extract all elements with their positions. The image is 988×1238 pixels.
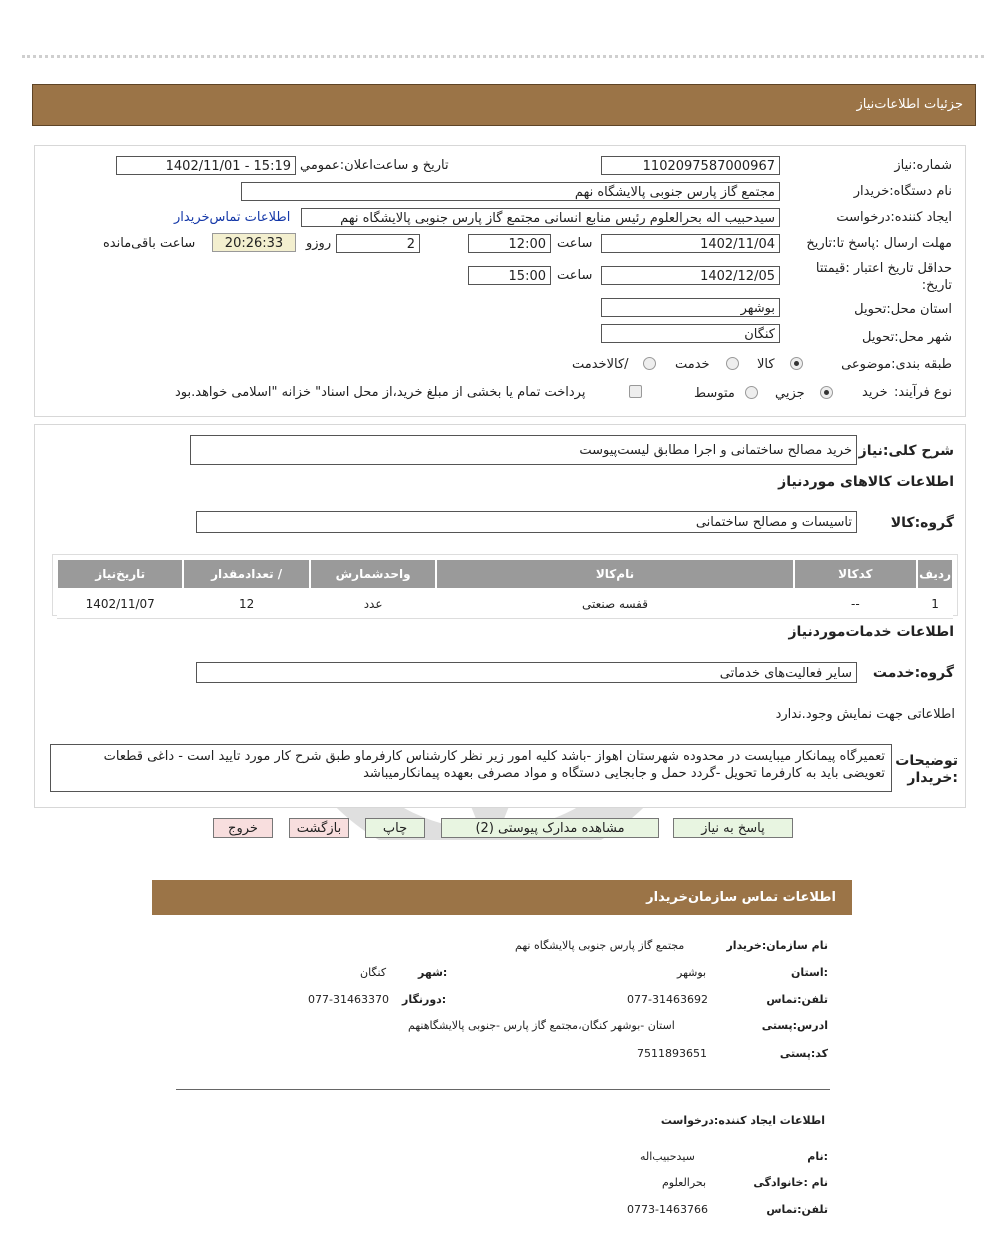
city-label: شهر محل:تحویل bbox=[862, 330, 952, 345]
contact-org-label: نام سازمان:خریدار bbox=[726, 939, 828, 952]
contact-header-title: اطلاعات تماس سازمان‌خریدار bbox=[646, 890, 836, 905]
summary-label: شرح کلی:نیاز bbox=[858, 443, 954, 459]
goods-group-label: گروه:کالا bbox=[890, 515, 954, 531]
creator-family-value: بحرالعلوم bbox=[662, 1176, 707, 1189]
page-header-bar bbox=[32, 84, 976, 126]
contact-org-value: مجتمع گاز پارس جنوبی پالایشگاه نهم bbox=[515, 939, 685, 952]
contact-province-label: :استان bbox=[791, 966, 828, 979]
buyer-org-field: مجتمع گاز پارس جنوبی پالایشگاه نهم bbox=[241, 182, 780, 201]
service-group-label: گروه:خدمت bbox=[872, 665, 954, 681]
process-option-medium: متوسط bbox=[694, 386, 735, 401]
page-header-title: جزئیات اطلاعات‌نیاز bbox=[856, 97, 963, 112]
payment-checkbox[interactable] bbox=[629, 385, 642, 398]
contact-city-label: :شهر bbox=[418, 966, 448, 979]
col-header-quantity: / تعدادمقدار bbox=[183, 559, 309, 589]
contact-province-value: بوشهر bbox=[677, 966, 707, 979]
payment-note: پرداخت تمام یا بخشی از مبلغ خرید،از محل اسناد" خزانه "اسلامی خواهد.بود bbox=[175, 385, 586, 400]
contact-fax-label: :دورنگار bbox=[402, 993, 447, 1006]
days-label: روزو bbox=[306, 236, 332, 251]
contact-postal-value: 7511893651 bbox=[637, 1047, 707, 1060]
table-row bbox=[57, 589, 953, 619]
creator-section-title: اطلاعات ایجاد کننده:درخواست bbox=[660, 1114, 825, 1127]
contact-header-bar bbox=[152, 880, 852, 915]
announce-field: 1402/11/01 - 15:19 bbox=[116, 156, 296, 175]
creator-phone-label: تلفن:تماس bbox=[766, 1203, 828, 1216]
creator-label: ایجاد کننده:درخواست bbox=[836, 210, 952, 225]
process-option-partial: جزیي bbox=[775, 386, 805, 401]
province-label: استان محل:تحویل bbox=[854, 302, 952, 317]
send-time-label: ساعت bbox=[557, 236, 593, 251]
cell-quantity: 12 bbox=[183, 589, 309, 619]
validity-time-field: 15:00 bbox=[468, 266, 551, 285]
buyer-contact-link[interactable]: اطلاعات تماس‌خریدار bbox=[174, 210, 291, 225]
contact-address-label: ادرس:پستی bbox=[761, 1019, 828, 1032]
buyer-notes-label: توضیحات :خریدار bbox=[895, 753, 958, 786]
days-field: 2 bbox=[336, 234, 420, 253]
cell-row-number: 1 bbox=[917, 589, 953, 619]
cell-unit: عدد bbox=[310, 589, 437, 619]
exit-button[interactable]: خروج bbox=[213, 818, 273, 838]
contact-phone-label: تلفن:تماس bbox=[766, 993, 828, 1006]
buyer-notes-line-2: تعویضی باید به کارفرما تحویل -گردد حمل و جابجایی دستگاه و مواد مصرفی بعهده پیمانکارمیباشد bbox=[363, 766, 885, 781]
remaining-time-field: 20:26:33 bbox=[212, 233, 296, 252]
services-section-title: اطلاعات خدمات‌موردنیاز bbox=[788, 624, 954, 640]
contact-fax-value: 077-31463370 bbox=[308, 993, 389, 1006]
cell-goods-name: قفسه صنعتی bbox=[436, 589, 793, 619]
process-type: خرید bbox=[862, 385, 888, 400]
province-field: بوشهر bbox=[601, 298, 780, 317]
category-radio-goods[interactable] bbox=[790, 357, 803, 370]
need-number-field: 1102097587000967 bbox=[601, 156, 780, 175]
send-date-field: 1402/11/04 bbox=[601, 234, 780, 253]
category-radio-goods-service[interactable] bbox=[643, 357, 656, 370]
process-radio-partial[interactable] bbox=[820, 386, 833, 399]
cell-goods-code: -- bbox=[794, 589, 918, 619]
process-label: نوع فرآیند: bbox=[894, 385, 952, 400]
remaining-time-label: ساعت باقی‌مانده bbox=[103, 236, 196, 251]
top-dotted-divider bbox=[22, 55, 984, 58]
validity-time-label: ساعت bbox=[557, 268, 593, 283]
goods-section-title: اطلاعات کالاهای موردنیاز bbox=[778, 474, 954, 490]
send-deadline-label: مهلت ارسال :پاسخ تا:تاریخ bbox=[806, 236, 952, 251]
reply-button[interactable]: پاسخ به نیاز bbox=[673, 818, 793, 838]
service-group-field: سایر فعالیت‌های خدماتی bbox=[196, 662, 857, 683]
attachments-button[interactable]: مشاهده مدارک پیوستی (2) bbox=[441, 818, 659, 838]
buyer-notes-field bbox=[50, 744, 892, 792]
goods-table bbox=[56, 558, 954, 619]
contact-divider bbox=[176, 1089, 830, 1090]
summary-field: خرید مصالح ساختمانی و اجرا مطابق لیست‌پیوست bbox=[190, 435, 857, 465]
buyer-org-label: نام دستگاه:خریدار bbox=[853, 184, 952, 199]
creator-family-label: نام :خانوادگی bbox=[753, 1176, 828, 1189]
city-field: کنگان bbox=[601, 324, 780, 343]
no-service-info: اطلاعاتی جهت نمایش وجود.ندارد bbox=[775, 707, 955, 722]
creator-name-value: سیدحبیب‌اله bbox=[640, 1150, 695, 1163]
buyer-notes-line-1: تعمیرگاه پیمانکار میبایست در محدوده شهرستان اهواز -باشد کلیه امور زیر نظر کارشناس کارفرماو طبق شرح کار مورد تایید است - داغی قطعات bbox=[103, 749, 885, 764]
validity-date-field: 1402/12/05 bbox=[601, 266, 780, 285]
contact-postal-label: کد:پستی bbox=[779, 1047, 828, 1060]
send-time-field: 12:00 bbox=[468, 234, 551, 253]
contact-phone-value: 077-31463692 bbox=[627, 993, 708, 1006]
announce-label: تاریخ و ساعت‌اعلان:عمومي bbox=[300, 158, 449, 173]
category-radio-service[interactable] bbox=[726, 357, 739, 370]
print-button[interactable]: چاپ bbox=[365, 818, 425, 838]
category-option-service: خدمت bbox=[675, 357, 710, 372]
contact-city-value: کنگان bbox=[360, 966, 387, 979]
col-header-row-number: ردیف bbox=[917, 559, 953, 589]
process-radio-medium[interactable] bbox=[745, 386, 758, 399]
category-option-goods-service: /کالاخدمت bbox=[572, 357, 629, 372]
col-header-need-date: تاریخ‌نیاز bbox=[57, 559, 183, 589]
col-header-unit: واحدشمارش bbox=[310, 559, 437, 589]
col-header-goods-code: کدکالا bbox=[794, 559, 918, 589]
contact-address-value: استان -بوشهر کنگان،مجتمع گاز پارس -جنوبی پالایشگاهنهم bbox=[408, 1019, 675, 1032]
category-label: طبقه بندی:موضوعی bbox=[841, 357, 952, 372]
creator-phone-value: 0773-1463766 bbox=[627, 1203, 708, 1216]
validity-label: حداقل تاریخ اعتبار :قیمتتا تاریخ: bbox=[815, 261, 952, 293]
creator-name-label: :نام bbox=[807, 1150, 828, 1163]
cell-need-date: 1402/11/07 bbox=[57, 589, 183, 619]
back-button[interactable]: بازگشت bbox=[289, 818, 349, 838]
creator-field: سیدحبیب اله بحرالعلوم رئیس منابع انسانی مجتمع گاز پارس جنوبی پالایشگاه نهم bbox=[301, 208, 780, 227]
col-header-goods-name: نام‌کالا bbox=[436, 559, 793, 589]
goods-group-field: تاسیسات و مصالح ساختمانی bbox=[196, 511, 857, 533]
need-number-label: شماره:نیاز bbox=[894, 158, 952, 173]
category-option-goods: کالا bbox=[757, 357, 775, 372]
